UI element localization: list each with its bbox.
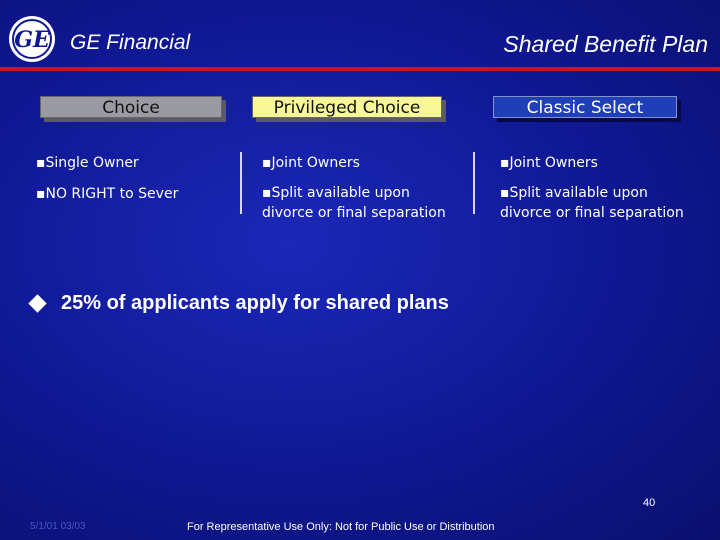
column-heading-privileged-choice: Privileged Choice	[252, 96, 442, 118]
column-classic-select	[500, 153, 700, 223]
list-item: ▪Split available upon divorce or final separation	[500, 185, 684, 221]
footer-date: 5/1/01 03/03	[30, 521, 86, 532]
list-item: ▪Split available upon divorce or final separation	[262, 185, 446, 221]
brand-name: GE Financial	[70, 31, 191, 54]
page-title: Shared Benefit Plan	[503, 31, 708, 57]
list-item: ▪Single Owner	[36, 155, 139, 171]
diamond-bullet-icon	[28, 294, 46, 312]
key-point-text: 25% of applicants apply for shared plans	[61, 292, 449, 314]
list-item: ▪Joint Owners	[262, 155, 360, 171]
column-privileged-choice	[262, 153, 462, 223]
list-item: ▪NO RIGHT to Sever	[36, 186, 179, 202]
column-heading-classic-select: Classic Select	[493, 96, 677, 118]
column-divider	[473, 152, 475, 214]
column-choice	[36, 153, 236, 204]
column-divider	[240, 152, 242, 214]
page-number: 40	[643, 497, 656, 509]
column-heading-choice: Choice	[40, 96, 222, 118]
header-divider	[0, 67, 720, 71]
key-point	[31, 292, 449, 315]
list-item: ▪Joint Owners	[500, 155, 598, 171]
ge-monogram-icon	[7, 14, 57, 64]
footer-notice: For Representative Use Only: Not for Public Use or Distribution	[187, 521, 495, 533]
svg-text:GE: GE	[14, 27, 50, 53]
